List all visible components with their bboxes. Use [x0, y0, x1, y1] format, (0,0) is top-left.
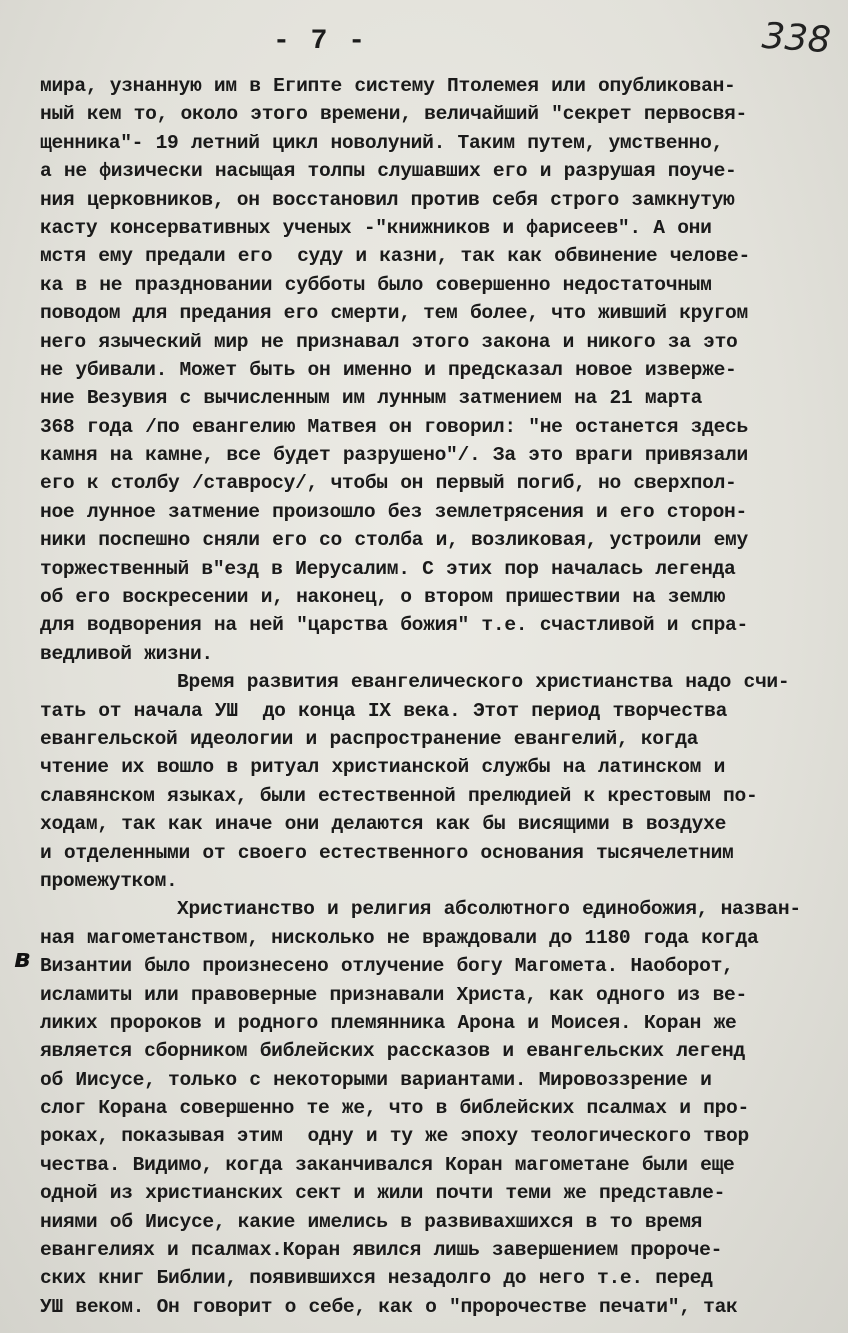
text-line: не убивали. Может быть он именно и предсказал новое изверже- — [40, 358, 737, 381]
text-line: ликих пророков и родного племянника Арона и Моисея. Коран же — [40, 1011, 737, 1034]
text-line: роках, показывая этим одну и ту же эпоху теологического твор — [40, 1125, 749, 1148]
text-line: камня на камне, все будет разрушено"/. За это враги привязали — [40, 444, 748, 467]
margin-note: в — [14, 944, 31, 974]
text-line: об его воскресении и, наконец, о втором пришествии на землю — [40, 586, 726, 609]
archive-number: 338 — [760, 15, 833, 62]
text-line: ние Везувия с вычисленным им лунным затмением на 21 марта — [40, 387, 703, 410]
text-line: него языческий мир не признавал этого закона и никого за это — [40, 330, 738, 353]
text-line: славянском языках, были естественной прелюдией к крестовым по- — [40, 784, 758, 807]
text-line: чества. Видимо, когда заканчивался Коран магометане были еще — [40, 1153, 735, 1176]
text-line: ная магометанством, нисколько не враждовали до 1180 года когда — [40, 926, 759, 949]
text-line: его к столбу /ставросу/, чтобы он первый погиб, но сверхпол- — [40, 472, 737, 495]
text-line: слог Корана совершенно те же, что в библейских псалмах и про- — [40, 1097, 749, 1120]
text-line: а не физически насыщая толпы слушавших его и разрушая поуче- — [40, 160, 737, 183]
text-line: ный кем то, около этого времени, величайший "секрет первосвя- — [40, 103, 747, 126]
text-line: одной из христианских сект и жили почти теми же представле- — [40, 1182, 726, 1205]
text-line: является сборником библейских рассказов и евангельских легенд — [40, 1040, 745, 1063]
text-line: об Иисусе, только с некоторыми вариантами. Мировоззрение и — [40, 1068, 712, 1091]
body-text — [40, 72, 848, 1321]
text-line: евангелиях и псалмах.Коран явился лишь завершением пророче- — [40, 1239, 723, 1262]
text-line: для водворения на ней "царства божия" т.е. счастливой и спра- — [40, 614, 748, 637]
text-line: ских книг Библии, появившихся незадолго до него т.е. перед — [40, 1267, 713, 1290]
text-line: Время развития евангелического христианства надо счи- — [40, 671, 790, 694]
text-line: поводом для предания его смерти, тем более, что живший кругом — [40, 302, 748, 325]
text-line: чтение их вошло в ритуал христианской службы на латинском и — [40, 756, 726, 779]
text-line: Византии было произнесено отлучение богу Магомета. Наоборот, — [40, 955, 734, 978]
page-number: - 7 - — [272, 26, 367, 57]
text-line: щенника"- 19 летний цикл новолуний. Таким путем, умственно, — [40, 131, 724, 154]
text-line: промежутком. — [40, 869, 178, 892]
text-line: исламиты или правоверные признавали Христа, как одного из ве- — [40, 983, 747, 1006]
text-line: ники поспешно сняли его со столба и, возликовая, устроили ему — [40, 529, 748, 552]
text-line: мстя ему предали его суду и казни, так как обвинение челове- — [40, 245, 750, 268]
text-line: ное лунное затмение произошло без землетрясения и его сторон- — [40, 500, 747, 523]
text-line: касту консервативных ученых -"книжников и фарисеев". А они — [40, 216, 712, 239]
text-line: ния церковников, он восстановил против себя строго замкнутую — [40, 188, 735, 211]
text-line: евангельской идеологии и распространение евангелий, когда — [40, 727, 699, 750]
text-line: тать от начала УШ до конца IX века. Этот период творчества — [40, 699, 728, 722]
text-line: ходам, так как иначе они делаются как бы висящими в воздухе — [40, 813, 727, 836]
text-line: и отделенными от своего естественного основания тысячелетним — [40, 841, 734, 864]
text-line: ниями об Иисусе, какие имелись в развивахшихся в то время — [40, 1210, 703, 1233]
text-line: 368 года /по евангелию Матвея он говорил: "не останется здесь — [40, 415, 748, 438]
text-line: ведливой жизни. — [40, 642, 213, 665]
text-line: торжественный в"езд в Иерусалим. С этих пор началась легенда — [40, 557, 736, 580]
text-line: мира, узнанную им в Египте систему Птолемея или опубликован- — [40, 75, 736, 97]
text-line: ка в не праздновании субботы было совершенно недостаточным — [40, 273, 712, 296]
text-line: УШ веком. Он говорит о себе, как о "пророчестве печати", так — [40, 1295, 738, 1318]
text-line: Христианство и религия абсолютного единобожия, назван- — [40, 898, 801, 921]
